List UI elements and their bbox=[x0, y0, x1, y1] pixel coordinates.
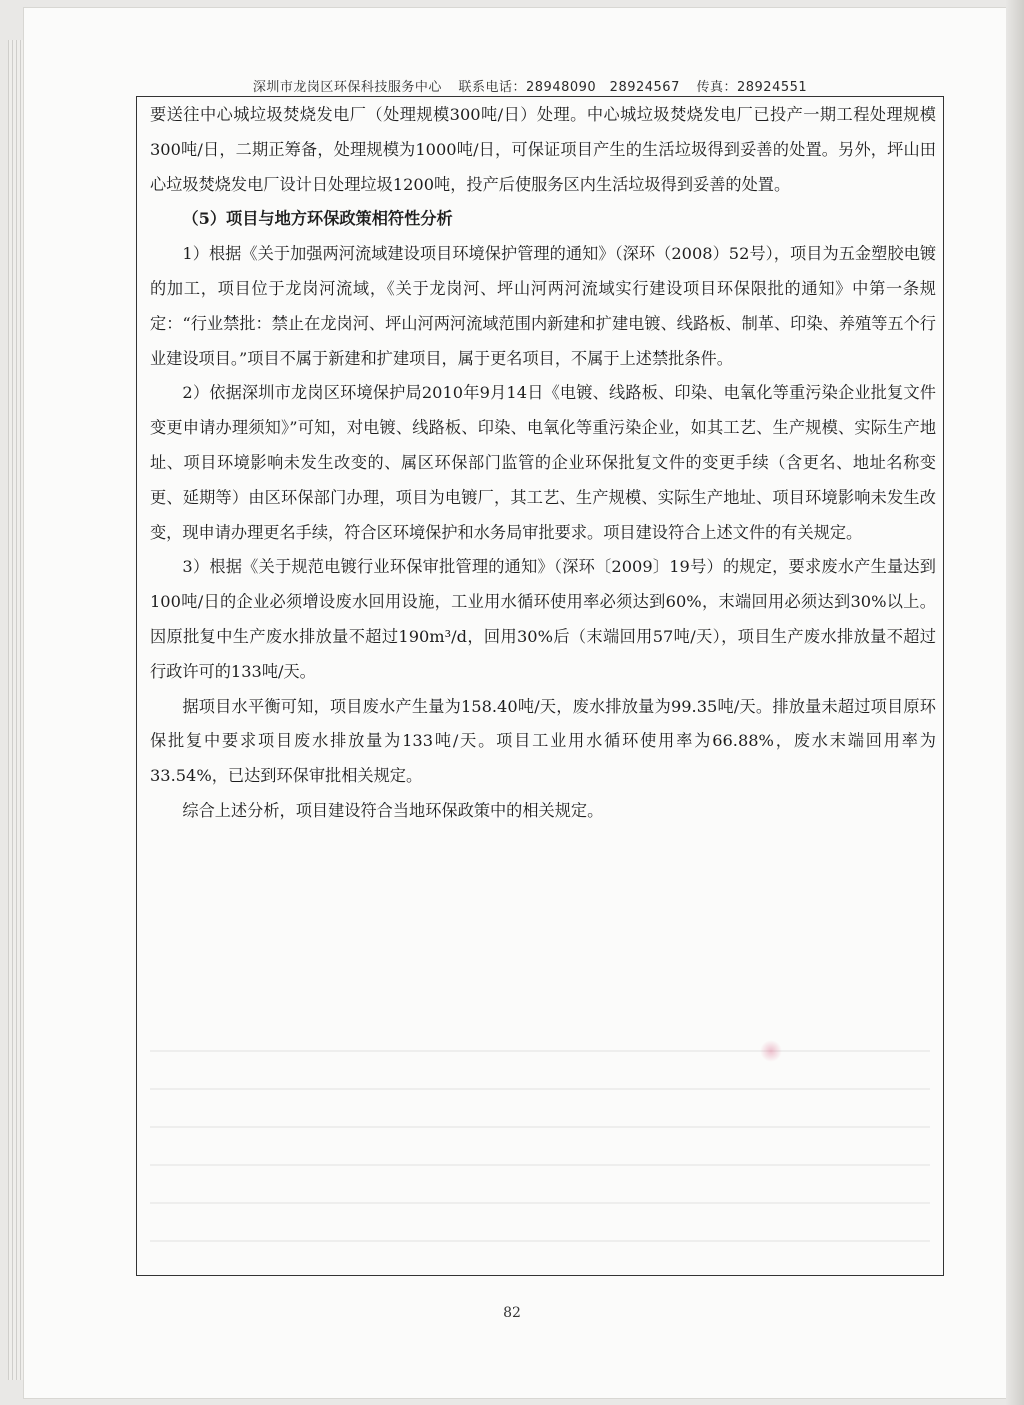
scan-shadow bbox=[1006, 0, 1024, 1405]
paragraph: 3）根据《关于规范电镀行业环保审批管理的通知》（深环〔2009〕19号）的规定，要求废水产生量达到100吨/日的企业必须增设废水回用设施，工业用水循环使用率必须达到60%，末端回用必须达到30%以上。因原批复中生产废水排放量不超过190m³/d，回用30%后（末端回用57吨/天），项目生产废水排放量不超过行政许可的133吨/天。 bbox=[150, 557, 936, 681]
page-header bbox=[110, 76, 950, 95]
paragraph: 综合上述分析，项目建设符合当地环保政策中的相关规定。 bbox=[182, 800, 604, 820]
ink-smudge bbox=[760, 1040, 782, 1062]
paragraph: 要送往中心城垃圾焚烧发电厂（处理规模300吨/日）处理。中心城垃圾焚烧发电厂已投产一期工程处理规模300吨/日，二期正筹备，处理规模为1000吨/日，可保证项目产生的生活垃圾得到妥善的处置。另外，坪山田心垃圾焚烧发电厂设计日处理垃圾1200吨，投产后使服务区内生活垃圾得到妥善的处置。 bbox=[150, 105, 936, 194]
header-org: 深圳市龙岗区环保科技服务中心 bbox=[252, 80, 442, 95]
paragraph: 1）根据《关于加强两河流域建设项目环境保护管理的通知》（深环（2008）52号），项目为五金塑胶电镀的加工，项目位于龙岗河流域，《关于龙岗河、坪山河两河流域实行建设项目环保限批的通知》中第一条规定：“行业禁批：禁止在龙岗河、坪山河两河流域范围内新建和扩建电镀、线路板、制革、印染、养殖等五个行业建设项目。”项目不属于新建和扩建项目，属于更名项目，不属于上述禁批条件。 bbox=[150, 244, 936, 368]
paragraph: 据项目水平衡可知，项目废水产生量为158.40吨/天，废水排放量为99.35吨/天。排放量未超过项目原环保批复中要求项目废水排放量为133吨/天。项目工业用水循环使用率为66.88%，废水末端回用率为33.54%，已达到环保审批相关规定。 bbox=[150, 696, 936, 786]
paragraph: 2）依据深圳市龙岗区环境保护局2010年9月14日《电镀、线路板、印染、电氧化等重污染企业批复文件变更申请办理须知》”可知，对电镀、线路板、印染、电氧化等重污染企业，如其工艺、生产规模、实际生产地址、项目环境影响未发生改变的、属区环保部门监管的企业环保批复文件的变更手续（含更名、地址名称变更、延期等）由区环保部门办理，项目为电镀厂，其工艺、生产规模、实际生产地址、项目环境影响未发生改变，现申请办理更名手续，符合区环境保护和水务局审批要求。项目建设符合上述文件的有关规定。 bbox=[150, 383, 936, 542]
bleed-through bbox=[150, 1030, 930, 1260]
header-phone: 联系电话：28948090 28924567 bbox=[458, 80, 680, 95]
section-heading: （5）项目与地方环保政策相符性分析 bbox=[182, 209, 453, 229]
page-stack-edge bbox=[8, 40, 24, 1380]
page-number: 82 bbox=[503, 1305, 521, 1321]
body-text bbox=[150, 98, 936, 829]
header-fax: 传真：28924551 bbox=[696, 80, 808, 95]
